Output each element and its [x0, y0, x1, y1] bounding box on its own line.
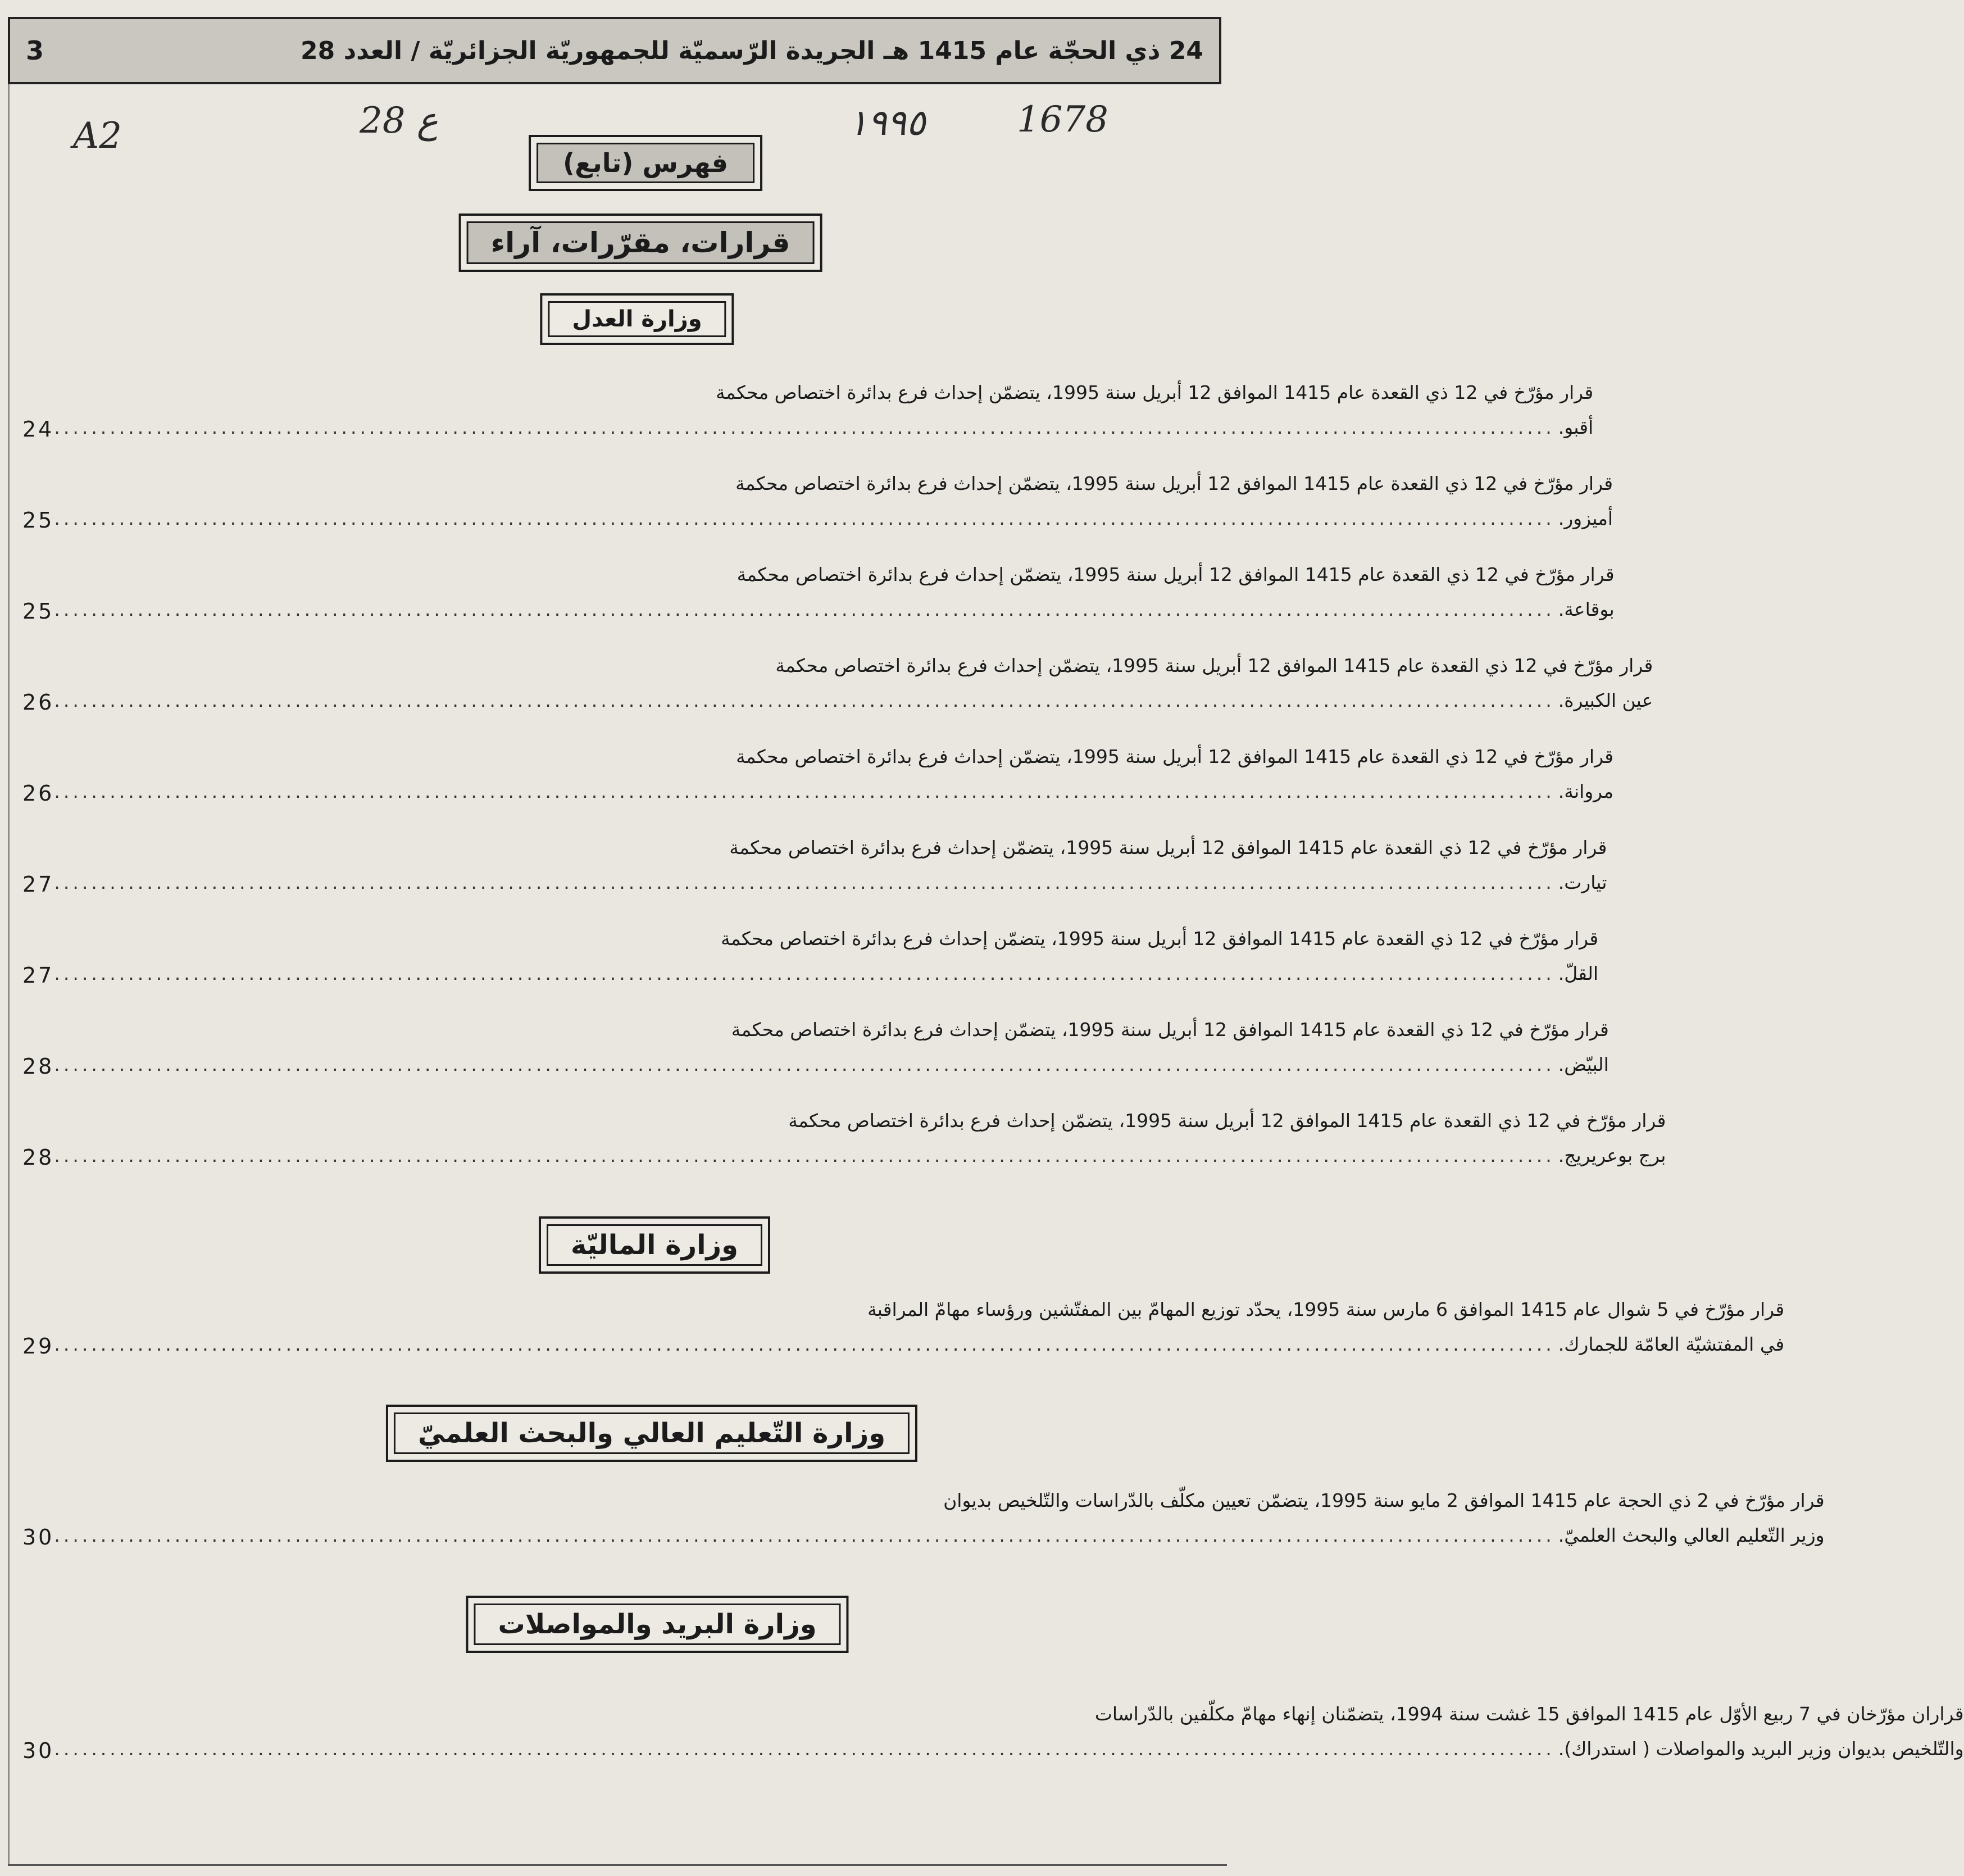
ministry-justice-title: وزارة العدل	[548, 301, 726, 337]
handwritten-issue-mark: 28 ع	[360, 100, 438, 142]
entry-line1: قرار مؤرّخ في 12 ذي القعدة عام 1415 الموافق 12 أبريل سنة 1995، يتضمّن إحداث فرع بدائرة اختصاص محكمة	[736, 564, 1615, 585]
entry-line1: قرار مؤرّخ في 12 ذي القعدة عام 1415 الموافق 12 أبريل سنة 1995، يتضمّن إحداث فرع بدائرة اختصاص محكمة	[788, 1110, 1666, 1132]
entry-line1: قرار مؤرّخ في 12 ذي القعدة عام 1415 الموافق 12 أبريل سنة 1995، يتضمّن إحداث فرع بدائرة اختصاص محكمة	[731, 1019, 1609, 1041]
page-header	[8, 17, 1221, 84]
entry-page-number: 26	[22, 781, 54, 806]
entry-page-number: 29	[22, 1334, 54, 1359]
header-page-number: 3	[26, 35, 44, 66]
index-entry	[22, 1103, 1666, 1173]
dot-leader: ..................................................................................................................................................................	[54, 507, 1555, 529]
index-entry	[22, 648, 1653, 718]
entry-line2	[54, 956, 1598, 991]
entry-line2	[54, 1518, 1824, 1553]
entry-tail: مروانة.	[1558, 780, 1614, 802]
entry-line2	[54, 501, 1613, 536]
entry-line1: قرار مؤرّخ في 5 شوال عام 1415 الموافق 6 مارس سنة 1995، يحدّد توزيع المهامّ بين المفتّشين ورؤساء مهامّ المراقبة	[867, 1298, 1785, 1320]
entry-text	[54, 557, 1614, 627]
entry-tail: بوقاعة.	[1558, 598, 1615, 620]
entry-line2	[54, 865, 1607, 900]
entry-line2	[54, 592, 1614, 627]
entry-line1: قرار مؤرّخ في 12 ذي القعدة عام 1415 الموافق 12 أبريل سنة 1995، يتضمّن إحداث فرع بدائرة اختصاص محكمة	[721, 928, 1599, 950]
dot-leader: ..................................................................................................................................................................	[54, 1524, 1555, 1546]
entry-text	[54, 1697, 1963, 1766]
index-entry	[22, 375, 1594, 445]
dot-leader: ..................................................................................................................................................................	[54, 1144, 1555, 1166]
dot-leader: ..................................................................................................................................................................	[54, 871, 1555, 893]
entry-text	[54, 1292, 1784, 1362]
section-title-box	[459, 214, 822, 272]
entry-line1: قرار مؤرّخ في 12 ذي القعدة عام 1415 الموافق 12 أبريل سنة 1995، يتضمّن إحداث فرع بدائرة اختصاص محكمة	[729, 837, 1607, 858]
entry-text	[54, 1483, 1824, 1553]
handwritten-right-mark: 1678	[1017, 99, 1108, 140]
ministry-justice-box	[540, 293, 734, 345]
entry-page-number: 30	[22, 1525, 54, 1550]
entry-page-number: 26	[22, 690, 54, 715]
entry-line2	[54, 1327, 1784, 1362]
header-title: 24 ذي الحجّة عام 1415 هـ الجريدة الرّسميّة للجمهوريّة الجزائريّة / العدد 28	[301, 36, 1203, 65]
ministry-higher-education-title: وزارة التّعليم العالي والبحث العلميّ	[394, 1412, 910, 1454]
entry-tail: أقبو.	[1558, 416, 1594, 438]
dot-leader: ..................................................................................................................................................................	[54, 1738, 1555, 1760]
ministry-post-box	[466, 1596, 848, 1653]
dot-leader: ..................................................................................................................................................................	[54, 689, 1555, 711]
ministry-finance-title: وزارة الماليّة	[547, 1224, 762, 1266]
entry-page-number: 24	[22, 417, 54, 442]
ministry-finance-box	[539, 1216, 770, 1274]
entry-page-number: 28	[22, 1145, 54, 1170]
ministry-post-title: وزارة البريد والمواصلات	[474, 1604, 840, 1645]
entry-tail: تيارت.	[1558, 871, 1607, 893]
entry-tail: أميزور.	[1558, 507, 1613, 529]
dot-leader: ..................................................................................................................................................................	[54, 780, 1555, 802]
entry-text	[54, 830, 1607, 900]
ministry-higher-education-box	[386, 1405, 917, 1462]
dot-leader: ..................................................................................................................................................................	[54, 1333, 1555, 1355]
entry-page-number: 28	[22, 1054, 54, 1079]
entry-line1: قرار مؤرّخ في 2 ذي الحجة عام 1415 الموافق 2 مايو سنة 1995، يتضمّن تعيين مكلّف بالدّراسات والتّلخيص بديوان	[943, 1489, 1825, 1511]
entry-line2	[54, 1732, 1963, 1766]
entry-line2	[54, 1047, 1608, 1082]
section-title: قرارات، مقرّرات، آراء	[467, 221, 815, 264]
dot-leader: ..................................................................................................................................................................	[54, 1053, 1555, 1075]
entry-text	[54, 921, 1598, 991]
entry-line1: قرار مؤرّخ في 12 ذي القعدة عام 1415 الموافق 12 أبريل سنة 1995، يتضمّن إحداث فرع بدائرة اختصاص محكمة	[775, 655, 1653, 676]
index-entry	[22, 1483, 1825, 1553]
entry-text	[54, 648, 1653, 718]
left-margin-rule	[8, 84, 10, 1864]
entry-text	[54, 1103, 1666, 1173]
entry-line1: قرار مؤرّخ في 12 ذي القعدة عام 1415 الموافق 12 أبريل سنة 1995، يتضمّن إحداث فرع بدائرة اختصاص محكمة	[716, 381, 1594, 403]
index-entry	[22, 1292, 1785, 1362]
entry-text	[54, 466, 1613, 536]
entry-tail: عين الكبيرة.	[1558, 689, 1653, 711]
index-entry	[22, 739, 1614, 809]
index-entry	[22, 557, 1615, 627]
entry-page-number: 25	[22, 599, 54, 624]
entry-tail: في المفتشيّة العامّة للجمارك.	[1558, 1333, 1785, 1355]
entry-text	[54, 375, 1593, 445]
entry-line1: قراران مؤرّخان في 7 ربيع الأوّل عام 1415 الموافق 15 غشت سنة 1994، يتضمّنان إنهاء مهامّ مكلّفين بالدّراسات	[1094, 1703, 1964, 1725]
entry-tail: برج بوعريريج.	[1558, 1144, 1666, 1166]
entry-page-number: 25	[22, 508, 54, 533]
index-entry	[22, 830, 1607, 900]
entry-line1: قرار مؤرّخ في 12 ذي القعدة عام 1415 الموافق 12 أبريل سنة 1995، يتضمّن إحداث فرع بدائرة اختصاص محكمة	[735, 473, 1613, 494]
entry-page-number: 27	[22, 872, 54, 897]
entry-text	[54, 739, 1613, 809]
index-entry	[22, 921, 1599, 991]
entry-line2	[54, 683, 1653, 718]
entry-page-number: 27	[22, 963, 54, 988]
entry-tail: والتّلخيص بديوان وزير البريد والمواصلات ( استدراك).	[1558, 1738, 1964, 1760]
dot-leader: ..................................................................................................................................................................	[54, 598, 1555, 620]
entry-line2	[54, 1138, 1666, 1173]
entry-page-number: 30	[22, 1738, 54, 1763]
entry-tail: وزير التّعليم العالي والبحث العلميّ.	[1558, 1524, 1825, 1546]
index-entry	[22, 1697, 1964, 1766]
entry-tail: البيّض.	[1558, 1053, 1609, 1075]
handwritten-left-mark: A2	[73, 115, 122, 157]
index-entry	[22, 1012, 1609, 1082]
handwritten-year-mark: ١٩٩٥	[848, 102, 926, 144]
index-title: فهرس (تابع)	[537, 143, 754, 183]
index-entry	[22, 466, 1613, 536]
dot-leader: ..................................................................................................................................................................	[54, 416, 1555, 438]
dot-leader: ..................................................................................................................................................................	[54, 962, 1555, 984]
entry-line1: قرار مؤرّخ في 12 ذي القعدة عام 1415 الموافق 12 أبريل سنة 1995، يتضمّن إحداث فرع بدائرة اختصاص محكمة	[736, 746, 1614, 767]
index-title-box	[529, 135, 762, 191]
entry-line2	[54, 410, 1593, 445]
entry-tail: القلّ.	[1558, 962, 1599, 984]
entry-text	[54, 1012, 1608, 1082]
bottom-rule	[8, 1864, 1227, 1866]
entry-line2	[54, 774, 1613, 809]
